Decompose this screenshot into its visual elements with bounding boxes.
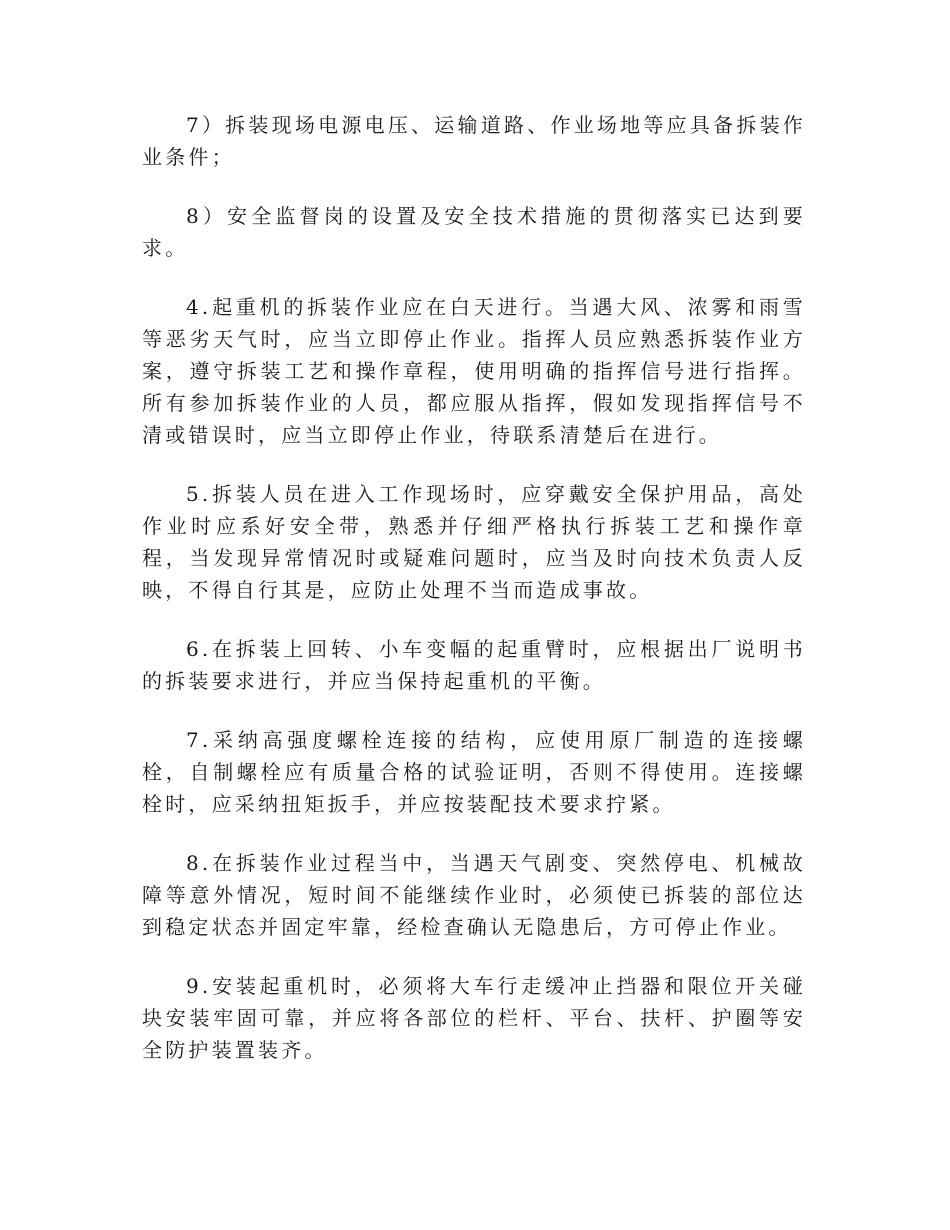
paragraph-4-daytime-operation: 4.起重机的拆装作业应在白天进行。当遇大风、浓雾和雨雪等恶劣天气时，应当立即停止作业。指挥人员应熟悉拆装作业方案，遵守拆装工艺和操作章程，使用明确的指挥信号进行指挥。所有参加拆装作业的人员，都应服从指挥，假如发现指挥信号不清或错误时，应当立即停止作业，待联系清楚后在进行。 [142, 295, 806, 447]
paragraph-item-7-site-conditions: 7）拆装现场电源电压、运输道路、作业场地等应具备拆装作业条件； [142, 113, 806, 169]
document-body [142, 109, 806, 1066]
paragraph-8-emergency-stop: 8.在拆装作业过程当中，当遇天气剧变、突然停电、机械故障等意外情况，短时间不能继续作业时，必须使已拆装的部位达到稳定状态并固定牢靠，经检查确认无隐患后，方可停止作业。 [142, 851, 806, 939]
paragraph-9-installation-safety: 9.安装起重机时，必须将大车行走缓冲止挡器和限位开关碰块安装牢固可靠，并应将各部位的栏杆、平台、扶杆、护圈等安全防护装置装齐。 [142, 974, 806, 1062]
paragraph-item-8-safety-supervision: 8）安全监督岗的设置及安全技术措施的贯彻落实已达到要求。 [142, 204, 806, 260]
paragraph-6-boom-disassembly: 6.在拆装上回转、小车变幅的起重臂时，应根据出厂说明书的拆装要求进行，并应当保持起重机的平衡。 [142, 637, 806, 693]
paragraph-7-high-strength-bolts: 7.采纳高强度螺栓连接的结构，应使用原厂制造的连接螺栓，自制螺栓应有质量合格的试验证明，否则不得使用。连接螺栓时，应采纳扭矩扳手，并应按装配技术要求拧紧。 [142, 728, 806, 816]
paragraph-5-protective-equipment: 5.拆装人员在进入工作现场时，应穿戴安全保护用品，高处作业时应系好安全带，熟悉并仔细严格执行拆装工艺和操作章程，当发现异常情况时或疑难问题时，应当及时向技术负责人反映，不得自行其是，应防止处理不当而造成事故。 [142, 482, 806, 602]
